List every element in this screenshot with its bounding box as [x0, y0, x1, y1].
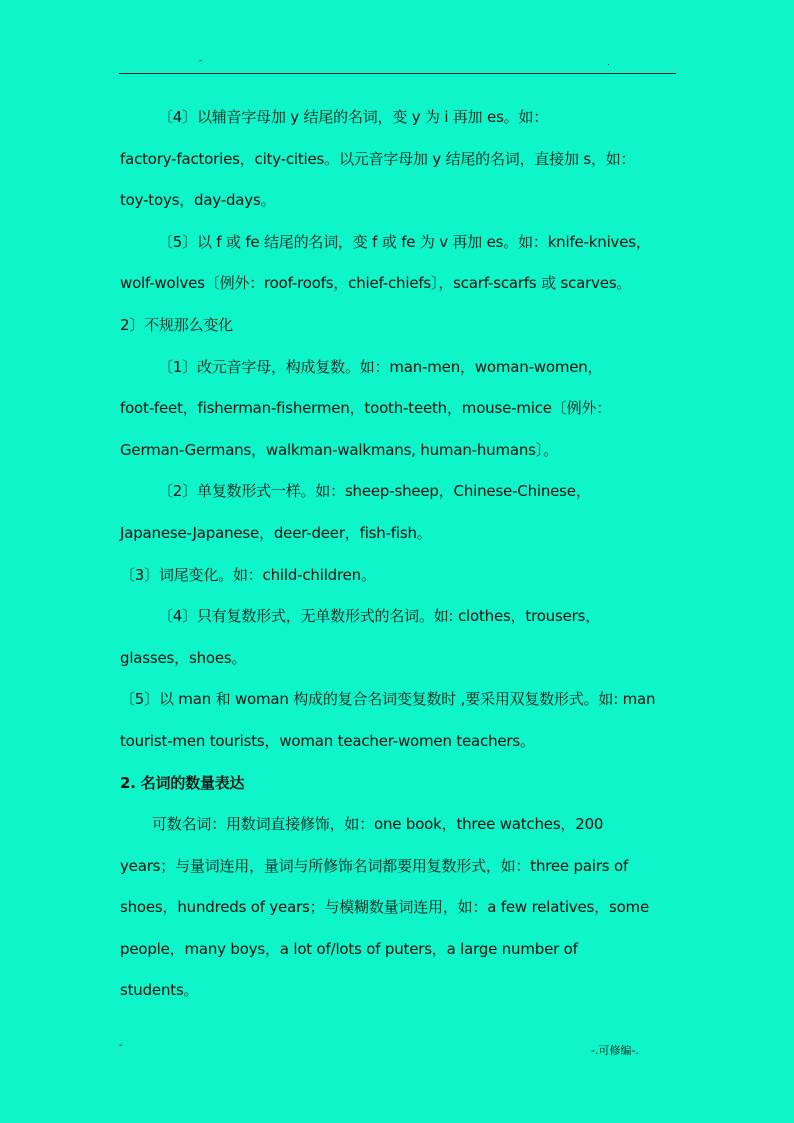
- paragraph-line: glasses，shoes。: [120, 648, 247, 667]
- header-left-mark: -: [199, 56, 203, 66]
- paragraph-line: German-Germans，walkman-walkmans, human-humans〕。: [120, 440, 558, 459]
- paragraph-line: wolf-wolves〔例外：roof-roofs，chief-chiefs〕，scarf-scarfs 或 scarves。: [120, 274, 632, 293]
- paragraph-line: 可数名词：用数词直接修饰，如：one book，three watches，200: [152, 815, 604, 834]
- paragraph-line: years；与量词连用，量词与所修饰名词都要用复数形式，如：three pairs of: [120, 856, 629, 875]
- paragraph-line: toy-toys，day-days。: [120, 191, 276, 210]
- paragraph-line: foot-feet，fisherman-fishermen，tooth-teeth，mouse-mice〔例外：: [120, 399, 611, 418]
- paragraph-line: 〔1〕改元音字母，构成复数。如：man-men，woman-women，: [158, 357, 603, 376]
- document-body: [120, 97, 680, 1012]
- paragraph-line: factory-factories，city-cities。以元音字母加 y 结尾的名词，直接加 s，如：: [120, 149, 636, 168]
- footer-left-mark: -: [119, 1040, 123, 1051]
- paragraph-line: 〔3〕词尾变化。如：child-children。: [120, 565, 376, 584]
- paragraph-line: Japanese-Japanese，deer-deer，fish-fish。: [120, 523, 432, 542]
- paragraph-line: tourist-men tourists，woman teacher-women teachers。: [120, 731, 535, 750]
- paragraph-line: 〔5〕以 f 或 fe 结尾的名词，变 f 或 fe 为 v 再加 es。如：knife-knives，: [158, 232, 651, 251]
- paragraph-line: 〔4〕以辅音字母加 y 结尾的名词，变 y 为 i 再加 es。如：: [158, 108, 549, 126]
- section-heading: 2. 名词的数量表达: [120, 773, 245, 792]
- paragraph-line: people，many boys，a lot of/lots of puters，a large number of: [120, 939, 578, 958]
- paragraph-line: students。: [120, 981, 199, 1000]
- header-right-mark: .: [607, 58, 610, 68]
- page-header: [119, 56, 676, 74]
- paragraph-line: 〔5〕以 man 和 woman 构成的复合名词变复数时 ,要采用双复数形式。如: man: [120, 690, 656, 709]
- section-subheading: 2〕不规那么变化: [120, 315, 233, 334]
- paragraph-line: 〔4〕只有复数形式，无单数形式的名词。如: clothes，trousers，: [158, 607, 601, 626]
- paragraph-line: shoes，hundreds of years；与模糊数量词连用，如：a few relatives，some: [120, 898, 649, 917]
- footer-editable-note: -.可修编-.: [591, 1044, 639, 1057]
- paragraph-line: 〔2〕单复数形式一样。如：sheep-sheep，Chinese-Chinese，: [158, 482, 591, 501]
